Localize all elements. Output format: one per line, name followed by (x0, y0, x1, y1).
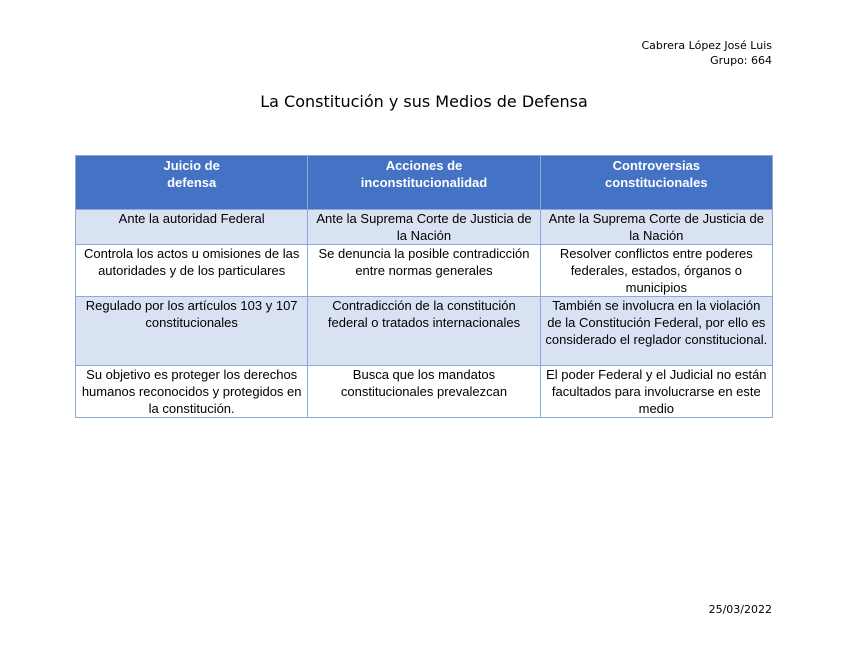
header-line: defensa (167, 175, 217, 190)
header-line: Juicio de (163, 158, 220, 173)
table-cell: Busca que los mandatos constitucionales prevalezcan (308, 366, 540, 418)
table-cell: Controla los actos u omisiones de las autoridades y de los particulares (76, 245, 308, 297)
header-acciones-de-inconstitucionalidad (308, 156, 540, 210)
table-cell: También se involucra en la violación de la Constitución Federal, por ello es considerado el reglador constitucional. (540, 297, 772, 366)
table-row (76, 245, 773, 297)
table-row (76, 366, 773, 418)
table-cell: Contradicción de la constitución federal o tratados internacionales (308, 297, 540, 366)
header-line: inconstitucionalidad (360, 175, 488, 190)
header-line: Acciones de (385, 158, 463, 173)
header-line: constitucionales (605, 175, 708, 190)
table-cell: Ante la Suprema Corte de Justicia de la Nación (540, 210, 772, 245)
author-block (641, 38, 772, 68)
header-line: Controversias (612, 158, 701, 173)
author-group: Grupo: 664 (710, 54, 772, 67)
document-title: La Constitución y sus Medios de Defensa (260, 92, 588, 111)
header-controversias-constitucionales (540, 156, 772, 210)
table-cell: El poder Federal y el Judicial no están facultados para involucrarse en este medio (540, 366, 772, 418)
table-cell: Regulado por los artículos 103 y 107 constitucionales (76, 297, 308, 366)
table-header-row (76, 156, 773, 210)
document-date: 25/03/2022 (708, 603, 772, 616)
table-cell: Se denuncia la posible contradicción entre normas generales (308, 245, 540, 297)
table-row (76, 210, 773, 245)
header-juicio-de-defensa (76, 156, 308, 210)
comparison-table (75, 155, 773, 418)
table-row (76, 297, 773, 366)
author-name: Cabrera López José Luis (641, 39, 772, 52)
table-cell: Resolver conflictos entre poderes federales, estados, órganos o municipios (540, 245, 772, 297)
table-cell: Su objetivo es proteger los derechos humanos reconocidos y protegidos en la constitución. (76, 366, 308, 418)
table-cell: Ante la autoridad Federal (76, 210, 308, 245)
table-cell: Ante la Suprema Corte de Justicia de la Nación (308, 210, 540, 245)
